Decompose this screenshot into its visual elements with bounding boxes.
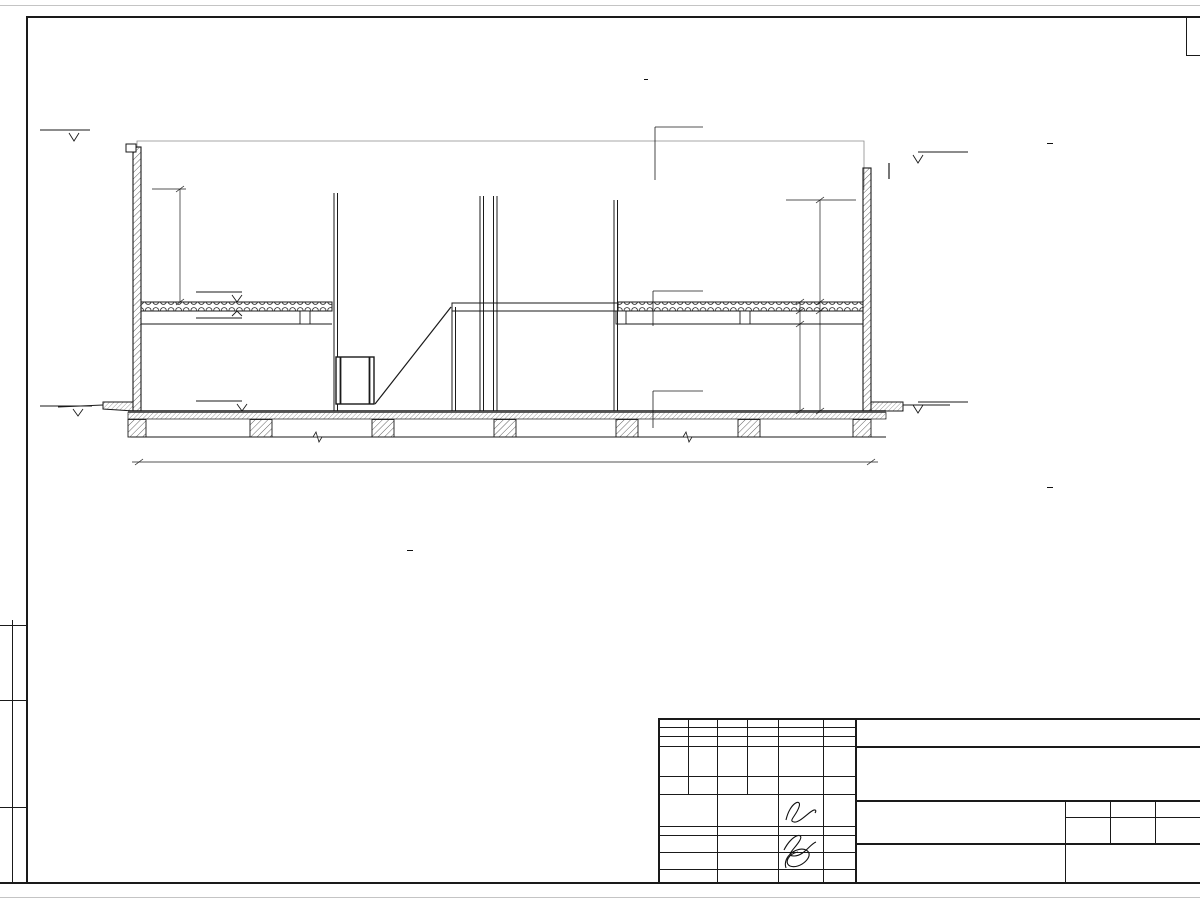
list-title xyxy=(1047,486,1053,488)
columns xyxy=(334,193,618,411)
signature xyxy=(786,802,816,822)
elevation-mark xyxy=(913,402,968,413)
stair-stringer xyxy=(375,307,451,404)
right-wall xyxy=(863,168,871,411)
apron-right xyxy=(871,402,903,411)
walls xyxy=(126,144,871,411)
elevation-mark xyxy=(196,311,242,318)
beam xyxy=(300,311,310,324)
elevation-mark xyxy=(40,406,92,416)
callout3-bracket xyxy=(137,141,864,190)
foundation-pads xyxy=(128,420,871,438)
list-title xyxy=(1047,142,1053,144)
ground-floor xyxy=(58,402,950,442)
signatures xyxy=(779,794,823,880)
left-wall xyxy=(133,147,141,411)
sostav1-list xyxy=(903,142,1197,372)
elevation-mark xyxy=(40,130,90,141)
dimension-3723 xyxy=(152,186,186,305)
list-title xyxy=(407,549,413,551)
signature xyxy=(784,835,816,868)
elevation-marks xyxy=(40,130,968,416)
apron-left xyxy=(103,402,133,411)
elevation-mark xyxy=(196,292,242,302)
beam xyxy=(740,311,750,324)
stair-landing-slab xyxy=(452,303,618,311)
callouts xyxy=(653,127,703,428)
second-floor-slab xyxy=(141,302,863,324)
elevation-mark xyxy=(196,401,247,411)
bottom-dimensions xyxy=(132,437,878,465)
staircase xyxy=(336,307,451,404)
sostav3-list xyxy=(260,549,560,819)
sostav2-list xyxy=(903,486,1197,596)
left-parapet-cap xyxy=(126,144,136,152)
